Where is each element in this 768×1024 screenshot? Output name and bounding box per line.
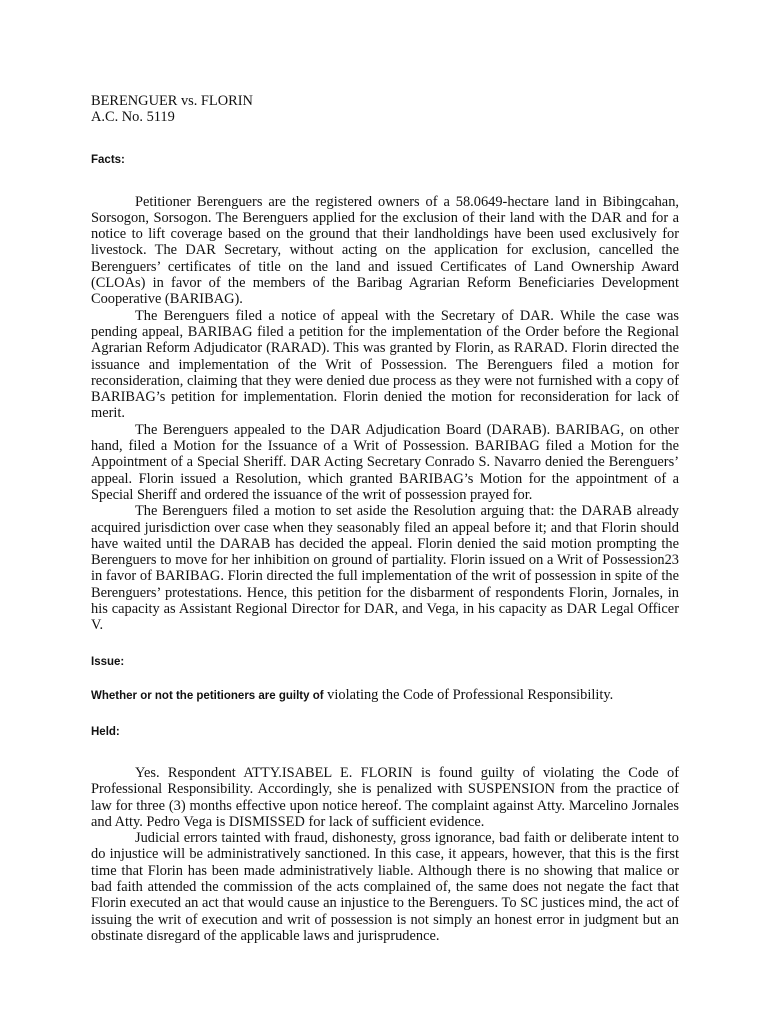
facts-paragraph-2: The Berenguers filed a notice of appeal with the Secretary of DAR. While the case was pending appeal, BARIBAG filed a petition for the implementation of the Order before the Regional Agrarian Reform Adjudicator (RARAD). This was granted by Florin, as RARAD. Florin directed the issuance and implementation of the Writ of Possession. The Berenguers filed a motion for reconsideration, claiming that they were denied due process as they were not furnished with a copy of BARIBAG’s petition for implementation. Florin denied the motion for reconsideration for lack of merit. <box>91 307 679 422</box>
facts-paragraph-1: Petitioner Berenguers are the registered owners of a 58.0649-hectare land in Bibingcahan, Sorsogon, Sorsogon. The Berenguers applied for the exclusion of their land with the DAR and for a notice to lift coverage based on the ground that their landholdings have been used exclusively for livestock. The DAR Secretary, without acting on the application for exclusion, cancelled the Berenguers’ certificates of title on the land and issued Certificates of Land Ownership Award (CLOAs) in favor of the members of the Baribag Agrarian Reform Beneficiaries Development Cooperative (BARIBAG). <box>91 193 679 308</box>
held-heading: Held: <box>91 725 120 738</box>
facts-heading: Facts: <box>91 153 125 166</box>
held-paragraph-1: Yes. Respondent ATTY.ISABEL E. FLORIN is found guilty of violating the Code of Professional Responsibility. Accordingly, she is penalized with SUSPENSION from the practice of law for three (3) months effective upon notice hereof. The complaint against Atty. Marcelino Jornales and Atty. Pedro Vega is DISMISSED for lack of sufficient evidence. <box>91 764 679 830</box>
case-number: A.C. No. 5119 <box>91 109 175 126</box>
issue-statement-lead: Whether or not the petitioners are guilty of <box>91 689 324 702</box>
facts-paragraph-4: The Berenguers filed a motion to set aside the Resolution arguing that: the DARAB already acquired jurisdiction over case when they seasonably filed an appeal before it; and that Florin should have waited until the DARAB has decided the appeal. Florin denied the said motion prompting the Berenguers to move for her inhibition on ground of partiality. Florin issued on a Writ of Possession23 in favor of BARIBAG. Florin directed the full implementation of the writ of possession in spite of the Berenguers’ protestations. Hence, this petition for the disbarment of respondents Florin, Jornales, in his capacity as Assistant Regional Director for DAR, and Vega, in his capacity as DAR Legal Officer V. <box>91 503 679 634</box>
case-title: BERENGUER vs. FLORIN <box>91 93 253 109</box>
issue-statement-rest: violating the Code of Professional Responsibility. <box>323 686 614 703</box>
issue-statement <box>91 687 679 704</box>
held-paragraph-2: Judicial errors tainted with fraud, dishonesty, gross ignorance, bad faith or deliberate intent to do injustice will be administratively sanctioned. In this case, it appears, however, that this is the first time that Florin has been made administratively liable. Although there is no showing that malice or bad faith attended the commission of the acts complained of, the same does not negate the fact that Florin executed an act that would cause an injustice to the Berenguers. To SC justices mind, the act of issuing the writ of execution and writ of possession is not simply an honest error in judgment but an obstinate disregard of the applicable laws and jurisprudence. <box>91 830 679 944</box>
facts-paragraph-3: The Berenguers appealed to the DAR Adjudication Board (DARAB). BARIBAG, on other hand, filed a Motion for the Issuance of a Writ of Possession. BARIBAG filed a Motion for the Appointment of a Special Sheriff. DAR Acting Secretary Conrado S. Navarro denied the Berenguers’ appeal. Florin issued a Resolution, which granted BARIBAG’s Motion for the appointment of a Special Sheriff and ordered the issuance of the writ of possession prayed for. <box>91 421 679 503</box>
issue-heading: Issue: <box>91 655 125 668</box>
document-body <box>91 93 679 944</box>
